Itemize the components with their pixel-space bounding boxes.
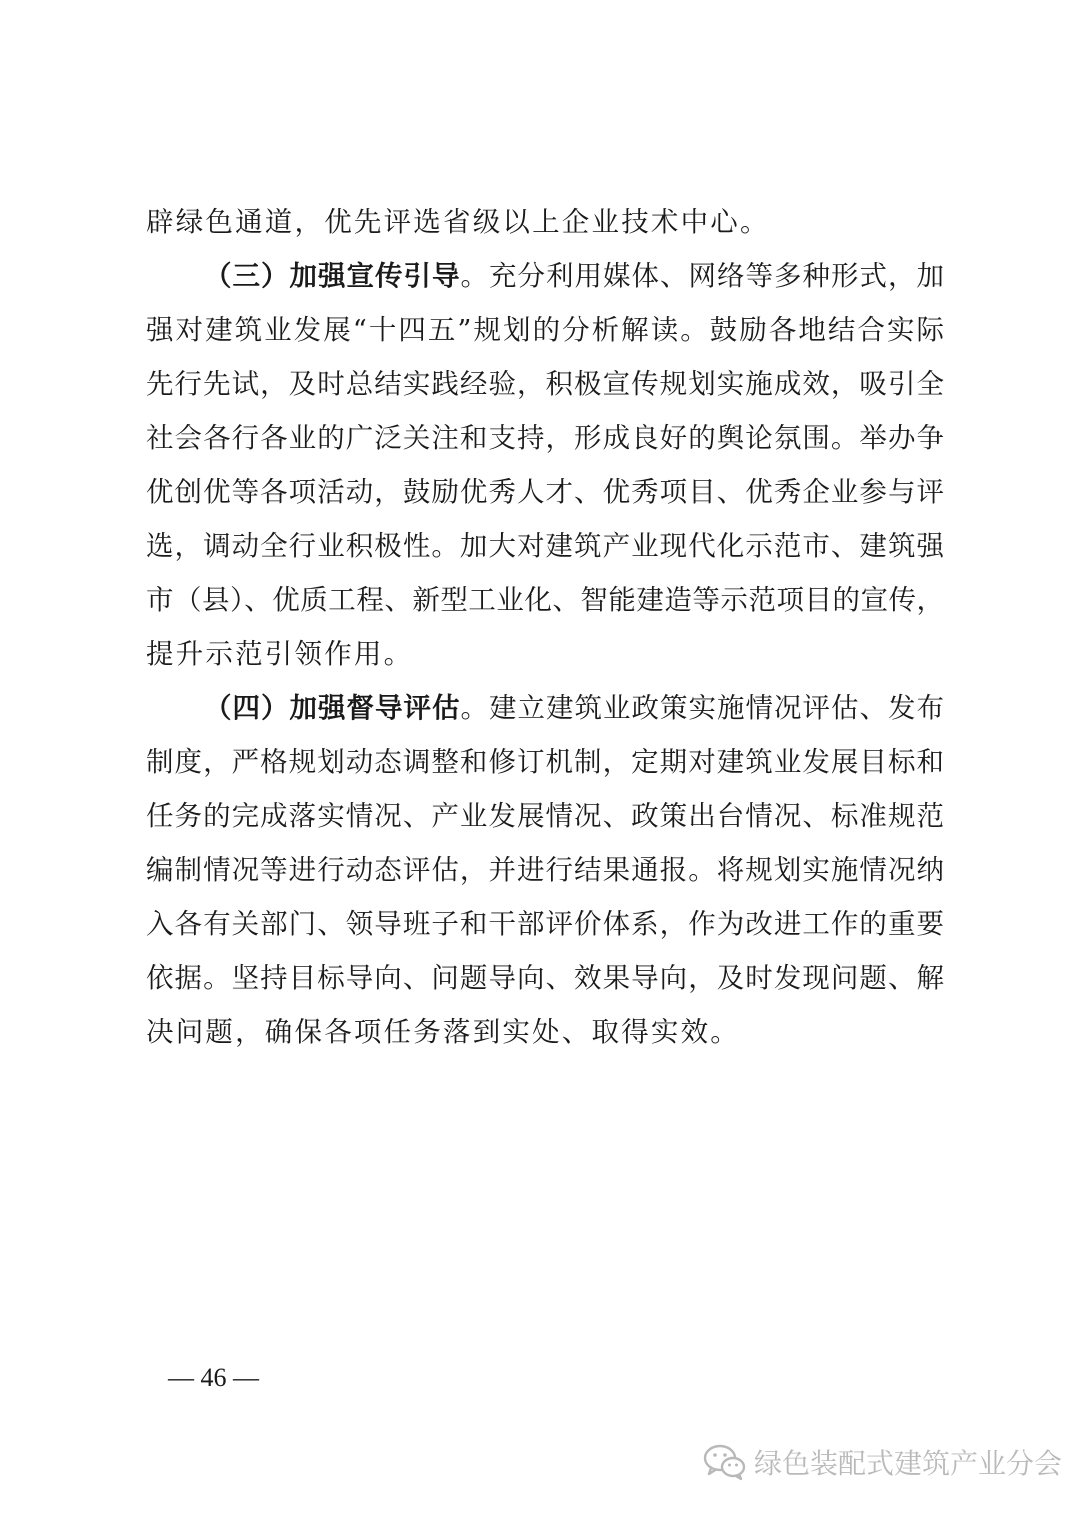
paragraph-line: 选，调动全行业积极性。加大对建筑产业现代化示范市、建筑强 bbox=[146, 530, 944, 562]
paragraph-line: 决问题，确保各项任务落到实处、取得实效。 bbox=[146, 1016, 740, 1048]
paragraph-line: 制度，严格规划动态调整和修订机制，定期对建筑业发展目标和 bbox=[146, 746, 944, 778]
paragraph-line: 市（县）、优质工程、新型工业化、智能建造等示范项目的宣传， bbox=[146, 584, 944, 616]
watermark bbox=[702, 1440, 1062, 1484]
paragraph-text: 。充分利用媒体、网络等多种形式，加 bbox=[460, 260, 944, 292]
watermark-text: 绿色装配式建筑产业分会 bbox=[754, 1447, 1063, 1480]
page-number: — 46 — bbox=[168, 1363, 259, 1392]
paragraph-line: 任务的完成落实情况、产业发展情况、政策出台情况、标准规范 bbox=[146, 800, 944, 832]
wechat-icon bbox=[702, 1442, 748, 1482]
section-heading: （四）加强督导评估 bbox=[204, 692, 461, 724]
section-heading: （三）加强宣传引导 bbox=[204, 260, 461, 292]
paragraph-line: 优创优等各项活动，鼓励优秀人才、优秀项目、优秀企业参与评 bbox=[146, 476, 944, 508]
paragraph-line: 社会各行各业的广泛关注和支持，形成良好的舆论氛围。举办争 bbox=[146, 422, 944, 454]
paragraph-line: 依据。坚持目标导向、问题导向、效果导向，及时发现问题、解 bbox=[146, 962, 944, 994]
paragraph-text: 。建立建筑业政策实施情况评估、发布 bbox=[460, 692, 944, 724]
paragraph-first-line bbox=[204, 688, 944, 728]
paragraph-line: 先行先试，及时总结实践经验，积极宣传规划实施成效，吸引全 bbox=[146, 368, 944, 400]
paragraph-line: 入各有关部门、领导班子和干部评价体系，作为改进工作的重要 bbox=[146, 908, 944, 940]
paragraph-line: 提升示范引领作用。 bbox=[146, 638, 414, 670]
paragraph-line: 编制情况等进行动态评估，并进行结果通报。将规划实施情况纳 bbox=[146, 854, 944, 886]
paragraph-first-line bbox=[204, 256, 944, 296]
paragraph-line: 辟绿色通道，优先评选省级以上企业技术中心。 bbox=[146, 206, 770, 238]
paragraph-line: 强对建筑业发展“十四五”规划的分析解读。鼓励各地结合实际 bbox=[146, 314, 944, 346]
